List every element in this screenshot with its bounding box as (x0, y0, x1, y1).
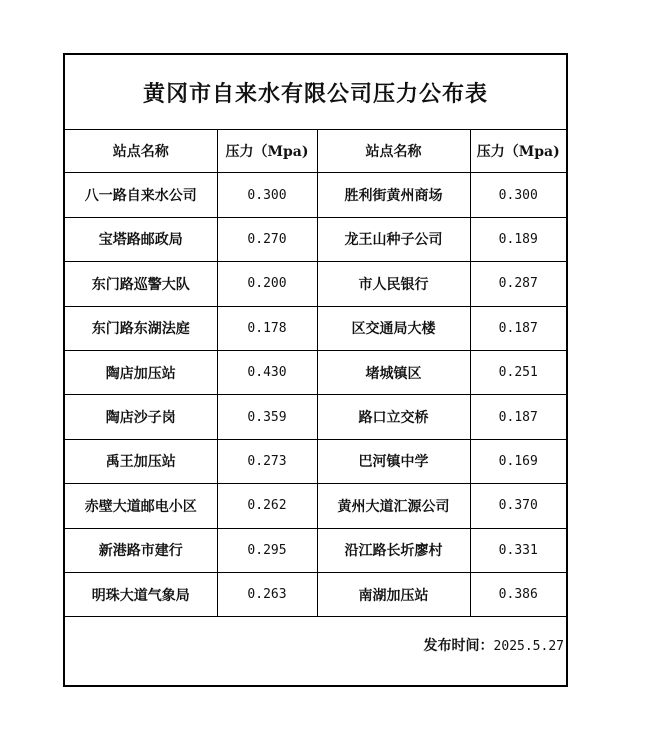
station-name-cell: 陶店加压站 (65, 350, 217, 394)
pressure-value-cell: 0.189 (470, 217, 566, 261)
pressure-value-cell: 0.295 (217, 528, 317, 572)
station-name-cell: 南湖加压站 (317, 572, 470, 616)
table-row (65, 395, 566, 439)
pressure-value-cell: 0.386 (470, 572, 566, 616)
station-name-cell: 沿江路长圻廖村 (317, 528, 470, 572)
pressure-value-cell: 0.187 (470, 395, 566, 439)
pressure-value-cell: 0.331 (470, 528, 566, 572)
station-name-cell: 黄州大道汇源公司 (317, 484, 470, 528)
table-row (65, 484, 566, 528)
station-name-cell: 八一路自来水公司 (65, 173, 217, 217)
pressure-value-cell: 0.287 (470, 262, 566, 306)
station-name-cell: 新港路市建行 (65, 528, 217, 572)
table-row (65, 350, 566, 394)
station-name-cell: 明珠大道气象局 (65, 572, 217, 616)
publish-time-label: 发布时间： (423, 638, 494, 654)
pressure-value-cell: 0.187 (470, 306, 566, 350)
station-name-cell: 陶店沙子岗 (65, 395, 217, 439)
station-name-cell: 胜利街黄州商场 (317, 173, 470, 217)
station-name-cell: 堵城镇区 (317, 350, 470, 394)
table-row (65, 572, 566, 616)
header-station-left: 站点名称 (65, 129, 217, 173)
pressure-value-cell: 0.270 (217, 217, 317, 261)
pressure-value-cell: 0.262 (217, 484, 317, 528)
table-row (65, 217, 566, 261)
pressure-value-cell: 0.178 (217, 306, 317, 350)
station-name-cell: 路口立交桥 (317, 395, 470, 439)
station-name-cell: 东门路巡警大队 (65, 262, 217, 306)
pressure-value-cell: 0.251 (470, 350, 566, 394)
station-name-cell: 宝塔路邮政局 (65, 217, 217, 261)
header-pressure-left: 压力（Mpa) (217, 129, 317, 173)
station-name-cell: 禹王加压站 (65, 439, 217, 483)
header-row (65, 129, 566, 173)
header-station-right: 站点名称 (317, 129, 470, 173)
header-pressure-right: 压力（Mpa) (470, 129, 566, 173)
publish-time (424, 635, 564, 655)
pressure-value-cell: 0.370 (470, 484, 566, 528)
pressure-value-cell: 0.300 (217, 173, 317, 217)
pressure-value-cell: 0.300 (470, 173, 566, 217)
station-name-cell: 巴河镇中学 (317, 439, 470, 483)
table-row (65, 528, 566, 572)
pressure-value-cell: 0.359 (217, 395, 317, 439)
table-row (65, 306, 566, 350)
pressure-value-cell: 0.263 (217, 572, 317, 616)
pressure-value-cell: 0.200 (217, 262, 317, 306)
station-name-cell: 东门路东湖法庭 (65, 306, 217, 350)
station-name-cell: 赤壁大道邮电小区 (65, 484, 217, 528)
pressure-table-sheet (63, 53, 568, 687)
table-row (65, 173, 566, 217)
pressure-value-cell: 0.430 (217, 350, 317, 394)
pressure-table (65, 129, 566, 617)
pressure-value-cell: 0.273 (217, 439, 317, 483)
pressure-value-cell: 0.169 (470, 439, 566, 483)
publish-date: 2025.5.27 (493, 639, 564, 654)
station-name-cell: 区交通局大楼 (317, 306, 470, 350)
station-name-cell: 市人民银行 (317, 262, 470, 306)
station-name-cell: 龙王山种子公司 (317, 217, 470, 261)
table-title: 黄冈市自来水有限公司压力公布表 (65, 55, 566, 130)
table-row (65, 262, 566, 306)
table-row (65, 439, 566, 483)
